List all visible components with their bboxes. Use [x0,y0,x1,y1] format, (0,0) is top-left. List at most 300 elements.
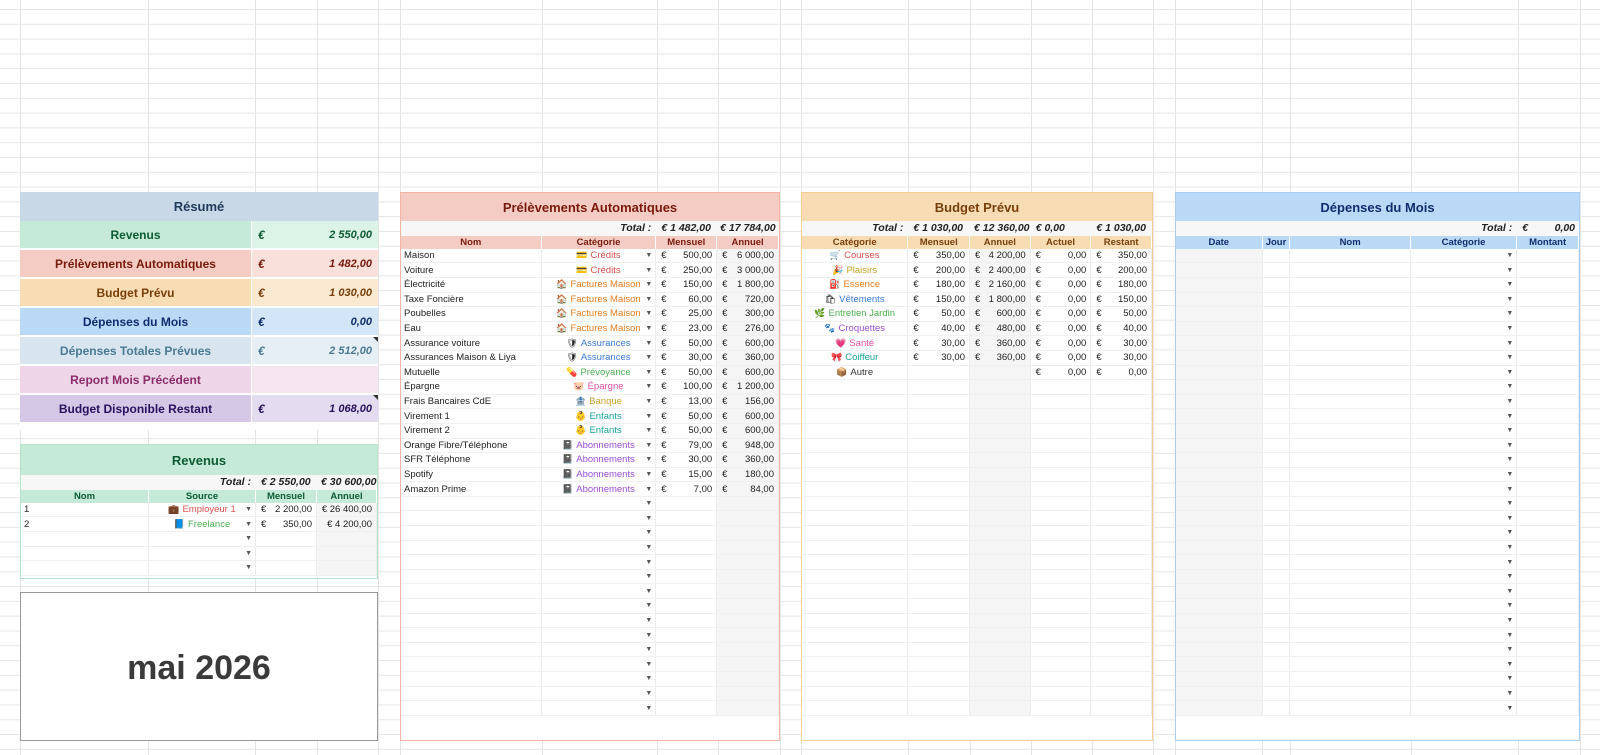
budget-annuel-cell[interactable] [970,672,1031,686]
budget-actuel-cell[interactable] [1031,380,1092,394]
depenses-nom-cell[interactable] [1290,628,1410,642]
prelevements-annuel-cell[interactable] [717,249,779,263]
dropdown-arrow-icon[interactable]: ▼ [645,339,653,347]
budget-annuel-cell[interactable] [970,380,1031,394]
budget-categorie-cell[interactable] [802,395,908,409]
budget-restant-cell[interactable] [1091,628,1152,642]
budget-restant-cell[interactable] [1091,687,1152,701]
dropdown-arrow-icon[interactable]: ▼ [1506,456,1514,464]
depenses-categorie-cell[interactable] [1411,672,1517,686]
prelevements-nom-cell[interactable]: Frais Bancaires CdE [401,395,542,409]
revenus-mensuel-cell[interactable] [256,517,317,531]
budget-restant-cell[interactable] [1091,482,1152,496]
revenus-nom-cell[interactable]: 2 [21,517,149,531]
budget-annuel-cell[interactable] [970,249,1031,263]
budget-actuel-cell[interactable] [1031,526,1092,540]
budget-restant-cell[interactable] [1091,293,1152,307]
budget-actuel-cell[interactable] [1031,322,1092,336]
budget-annuel-cell[interactable] [970,555,1031,569]
dropdown-arrow-icon[interactable]: ▼ [645,368,653,376]
prelevements-categorie-cell[interactable] [542,614,657,628]
budget-categorie-cell[interactable] [802,380,908,394]
budget-categorie-cell[interactable] [802,453,908,467]
budget-categorie-cell[interactable] [802,439,908,453]
prelevements-annuel-cell[interactable] [717,526,779,540]
dropdown-arrow-icon[interactable]: ▼ [1506,704,1514,712]
budget-categorie-cell[interactable] [802,293,908,307]
prelevements-categorie-cell[interactable] [542,468,657,482]
budget-restant-cell[interactable] [1091,336,1152,350]
budget-actuel-cell[interactable] [1031,541,1092,555]
prelevements-mensuel-cell[interactable] [656,657,717,671]
budget-annuel-cell[interactable] [970,351,1031,365]
budget-annuel-cell[interactable] [970,409,1031,423]
depenses-montant-cell[interactable] [1517,263,1579,277]
prelevements-nom-cell[interactable]: Électricité [401,278,542,292]
depenses-categorie-cell[interactable] [1411,482,1517,496]
budget-annuel-cell[interactable] [970,307,1031,321]
dropdown-arrow-icon[interactable]: ▼ [645,587,653,595]
prelevements-categorie-cell[interactable] [542,555,657,569]
depenses-date-cell[interactable] [1176,263,1263,277]
depenses-categorie-cell[interactable] [1411,584,1517,598]
prelevements-categorie-cell[interactable] [542,511,657,525]
prelevements-mensuel-cell[interactable] [656,701,717,715]
budget-mensuel-cell[interactable] [908,657,970,671]
budget-restant-cell[interactable] [1091,555,1152,569]
depenses-date-cell[interactable] [1176,366,1263,380]
prelevements-annuel-cell[interactable] [717,336,779,350]
depenses-nom-cell[interactable] [1290,409,1410,423]
budget-annuel-cell[interactable] [970,424,1031,438]
dropdown-arrow-icon[interactable]: ▼ [1506,529,1514,537]
budget-categorie-cell[interactable] [802,366,908,380]
prelevements-categorie-cell[interactable] [542,366,657,380]
depenses-nom-cell[interactable] [1290,614,1410,628]
prelevements-nom-cell[interactable]: Mutuelle [401,366,542,380]
depenses-date-cell[interactable] [1176,278,1263,292]
budget-actuel-cell[interactable] [1031,643,1092,657]
prelevements-annuel-cell[interactable] [717,584,779,598]
budget-restant-cell[interactable] [1091,322,1152,336]
depenses-montant-cell[interactable] [1517,701,1579,715]
prelevements-annuel-cell[interactable] [717,293,779,307]
dropdown-arrow-icon[interactable]: ▼ [645,383,653,391]
budget-restant-cell[interactable] [1091,511,1152,525]
prelevements-nom-cell[interactable] [401,599,542,613]
budget-annuel-cell[interactable] [970,322,1031,336]
depenses-date-cell[interactable] [1176,336,1263,350]
depenses-date-cell[interactable] [1176,511,1263,525]
prelevements-mensuel-cell[interactable] [656,672,717,686]
prelevements-annuel-cell[interactable] [717,657,779,671]
prelevements-nom-cell[interactable]: Épargne [401,380,542,394]
dropdown-arrow-icon[interactable]: ▼ [1506,689,1514,697]
budget-restant-cell[interactable] [1091,672,1152,686]
dropdown-arrow-icon[interactable]: ▼ [645,558,653,566]
revenus-nom-cell[interactable] [21,561,149,575]
depenses-date-cell[interactable] [1176,424,1263,438]
depenses-nom-cell[interactable] [1290,307,1410,321]
prelevements-categorie-cell[interactable] [542,482,657,496]
budget-actuel-cell[interactable] [1031,424,1092,438]
dropdown-arrow-icon[interactable]: ▼ [1506,339,1514,347]
budget-actuel-cell[interactable] [1031,482,1092,496]
depenses-nom-cell[interactable] [1290,351,1410,365]
dropdown-arrow-icon[interactable]: ▼ [645,325,653,333]
budget-annuel-cell[interactable] [970,482,1031,496]
depenses-categorie-cell[interactable] [1411,555,1517,569]
budget-restant-cell[interactable] [1091,701,1152,715]
prelevements-mensuel-cell[interactable] [656,293,717,307]
budget-categorie-cell[interactable] [802,336,908,350]
budget-mensuel-cell[interactable] [908,453,970,467]
depenses-categorie-cell[interactable] [1411,701,1517,715]
budget-annuel-cell[interactable] [970,497,1031,511]
budget-restant-cell[interactable] [1091,599,1152,613]
depenses-date-cell[interactable] [1176,628,1263,642]
dropdown-arrow-icon[interactable]: ▼ [1506,368,1514,376]
dropdown-arrow-icon[interactable]: ▼ [645,412,653,420]
budget-categorie-cell[interactable] [802,672,908,686]
dropdown-arrow-icon[interactable]: ▼ [645,529,653,537]
depenses-date-cell[interactable] [1176,453,1263,467]
depenses-date-cell[interactable] [1176,482,1263,496]
dropdown-arrow-icon[interactable]: ▼ [1506,325,1514,333]
budget-restant-cell[interactable] [1091,541,1152,555]
depenses-categorie-cell[interactable] [1411,366,1517,380]
revenus-source-cell[interactable] [149,547,256,561]
prelevements-annuel-cell[interactable] [717,307,779,321]
budget-annuel-cell[interactable] [970,468,1031,482]
budget-categorie-cell[interactable] [802,511,908,525]
depenses-montant-cell[interactable] [1517,643,1579,657]
dropdown-arrow-icon[interactable]: ▼ [1506,427,1514,435]
budget-categorie-cell[interactable] [802,526,908,540]
prelevements-annuel-cell[interactable] [717,482,779,496]
dropdown-arrow-icon[interactable]: ▼ [1506,471,1514,478]
depenses-nom-cell[interactable] [1290,511,1410,525]
prelevements-mensuel-cell[interactable] [656,468,717,482]
budget-actuel-cell[interactable] [1031,263,1092,277]
depenses-montant-cell[interactable] [1517,497,1579,511]
dropdown-arrow-icon[interactable]: ▼ [1506,587,1514,595]
depenses-nom-cell[interactable] [1290,701,1410,715]
depenses-nom-cell[interactable] [1290,555,1410,569]
prelevements-mensuel-cell[interactable] [656,584,717,598]
prelevements-nom-cell[interactable]: Virement 1 [401,409,542,423]
depenses-nom-cell[interactable] [1290,687,1410,701]
depenses-date-cell[interactable] [1176,643,1263,657]
budget-actuel-cell[interactable] [1031,628,1092,642]
dropdown-arrow-icon[interactable]: ▼ [645,543,653,551]
depenses-categorie-cell[interactable] [1411,468,1517,482]
budget-mensuel-cell[interactable] [908,409,970,423]
depenses-date-cell[interactable] [1176,687,1263,701]
depenses-categorie-cell[interactable] [1411,351,1517,365]
depenses-montant-cell[interactable] [1517,278,1579,292]
budget-annuel-cell[interactable] [970,701,1031,715]
prelevements-categorie-cell[interactable] [542,526,657,540]
revenus-mensuel-cell[interactable] [256,503,317,517]
budget-actuel-cell[interactable] [1031,672,1092,686]
prelevements-nom-cell[interactable] [401,657,542,671]
dropdown-arrow-icon[interactable]: ▼ [645,266,653,274]
depenses-montant-cell[interactable] [1517,307,1579,321]
dropdown-arrow-icon[interactable]: ▼ [1506,441,1514,449]
depenses-categorie-cell[interactable] [1411,453,1517,467]
budget-mensuel-cell[interactable] [908,322,970,336]
prelevements-mensuel-cell[interactable] [656,687,717,701]
prelevements-categorie-cell[interactable] [542,263,657,277]
depenses-nom-cell[interactable] [1290,278,1410,292]
prelevements-mensuel-cell[interactable] [656,439,717,453]
depenses-date-cell[interactable] [1176,351,1263,365]
revenus-nom-cell[interactable] [21,532,149,546]
budget-annuel-cell[interactable] [970,584,1031,598]
dropdown-arrow-icon[interactable]: ▼ [1506,675,1514,683]
prelevements-mensuel-cell[interactable] [656,380,717,394]
dropdown-arrow-icon[interactable]: ▼ [245,549,252,557]
depenses-date-cell[interactable] [1176,614,1263,628]
budget-mensuel-cell[interactable] [908,672,970,686]
dropdown-arrow-icon[interactable]: ▼ [1506,485,1514,493]
budget-annuel-cell[interactable] [970,278,1031,292]
depenses-date-cell[interactable] [1176,307,1263,321]
prelevements-categorie-cell[interactable] [542,336,657,350]
depenses-nom-cell[interactable] [1290,322,1410,336]
budget-categorie-cell[interactable] [802,701,908,715]
depenses-nom-cell[interactable] [1290,453,1410,467]
budget-mensuel-cell[interactable] [908,380,970,394]
dropdown-arrow-icon[interactable]: ▼ [1506,543,1514,551]
depenses-nom-cell[interactable] [1290,366,1410,380]
budget-mensuel-cell[interactable] [908,584,970,598]
depenses-date-cell[interactable] [1176,541,1263,555]
prelevements-nom-cell[interactable]: Taxe Foncière [401,293,542,307]
dropdown-arrow-icon[interactable]: ▼ [245,506,252,514]
budget-categorie-cell[interactable] [802,409,908,423]
dropdown-arrow-icon[interactable]: ▼ [1506,310,1514,318]
prelevements-annuel-cell[interactable] [717,351,779,365]
prelevements-mensuel-cell[interactable] [656,555,717,569]
dropdown-arrow-icon[interactable]: ▼ [1506,660,1514,668]
budget-categorie-cell[interactable] [802,424,908,438]
depenses-montant-cell[interactable] [1517,468,1579,482]
depenses-montant-cell[interactable] [1517,511,1579,525]
prelevements-nom-cell[interactable] [401,541,542,555]
revenus-mensuel-cell[interactable] [256,547,317,561]
budget-annuel-cell[interactable] [970,395,1031,409]
prelevements-mensuel-cell[interactable] [656,336,717,350]
depenses-montant-cell[interactable] [1517,439,1579,453]
prelevements-annuel-cell[interactable] [717,541,779,555]
depenses-montant-cell[interactable] [1517,322,1579,336]
dropdown-arrow-icon[interactable]: ▼ [645,514,653,522]
dropdown-arrow-icon[interactable]: ▼ [645,441,653,449]
prelevements-annuel-cell[interactable] [717,511,779,525]
dropdown-arrow-icon[interactable]: ▼ [645,281,653,289]
budget-mensuel-cell[interactable] [908,614,970,628]
prelevements-categorie-cell[interactable] [542,657,657,671]
depenses-montant-cell[interactable] [1517,628,1579,642]
prelevements-nom-cell[interactable] [401,672,542,686]
budget-mensuel-cell[interactable] [908,526,970,540]
budget-restant-cell[interactable] [1091,366,1152,380]
depenses-nom-cell[interactable] [1290,584,1410,598]
budget-actuel-cell[interactable] [1031,409,1092,423]
revenus-source-cell[interactable] [149,517,256,531]
depenses-date-cell[interactable] [1176,555,1263,569]
depenses-nom-cell[interactable] [1290,439,1410,453]
dropdown-arrow-icon[interactable]: ▼ [1506,573,1514,581]
budget-mensuel-cell[interactable] [908,482,970,496]
revenus-source-cell[interactable] [149,561,256,575]
budget-categorie-cell[interactable] [802,599,908,613]
prelevements-nom-cell[interactable] [401,555,542,569]
prelevements-annuel-cell[interactable] [717,570,779,584]
dropdown-arrow-icon[interactable]: ▼ [645,646,653,654]
prelevements-nom-cell[interactable] [401,614,542,628]
depenses-date-cell[interactable] [1176,701,1263,715]
depenses-categorie-cell[interactable] [1411,439,1517,453]
prelevements-nom-cell[interactable]: Amazon Prime [401,482,542,496]
depenses-nom-cell[interactable] [1290,599,1410,613]
depenses-montant-cell[interactable] [1517,293,1579,307]
budget-actuel-cell[interactable] [1031,511,1092,525]
budget-restant-cell[interactable] [1091,351,1152,365]
budget-restant-cell[interactable] [1091,439,1152,453]
depenses-nom-cell[interactable] [1290,380,1410,394]
prelevements-categorie-cell[interactable] [542,293,657,307]
prelevements-mensuel-cell[interactable] [656,541,717,555]
dropdown-arrow-icon[interactable]: ▼ [1506,514,1514,522]
depenses-montant-cell[interactable] [1517,657,1579,671]
budget-actuel-cell[interactable] [1031,351,1092,365]
budget-actuel-cell[interactable] [1031,395,1092,409]
prelevements-nom-cell[interactable] [401,628,542,642]
budget-restant-cell[interactable] [1091,395,1152,409]
prelevements-annuel-cell[interactable] [717,687,779,701]
budget-categorie-cell[interactable] [802,687,908,701]
budget-restant-cell[interactable] [1091,249,1152,263]
budget-actuel-cell[interactable] [1031,599,1092,613]
budget-annuel-cell[interactable] [970,526,1031,540]
prelevements-nom-cell[interactable]: Assurance voiture [401,336,542,350]
prelevements-nom-cell[interactable] [401,570,542,584]
dropdown-arrow-icon[interactable]: ▼ [1506,602,1514,610]
revenus-mensuel-cell[interactable] [256,561,317,575]
prelevements-mensuel-cell[interactable] [656,599,717,613]
depenses-date-cell[interactable] [1176,657,1263,671]
budget-actuel-cell[interactable] [1031,293,1092,307]
depenses-categorie-cell[interactable] [1411,643,1517,657]
budget-annuel-cell[interactable] [970,570,1031,584]
dropdown-arrow-icon[interactable]: ▼ [245,564,252,572]
budget-actuel-cell[interactable] [1031,657,1092,671]
depenses-date-cell[interactable] [1176,293,1263,307]
revenus-mensuel-cell[interactable] [256,532,317,546]
depenses-montant-cell[interactable] [1517,424,1579,438]
depenses-categorie-cell[interactable] [1411,307,1517,321]
prelevements-annuel-cell[interactable] [717,409,779,423]
prelevements-annuel-cell[interactable] [717,366,779,380]
budget-categorie-cell[interactable] [802,497,908,511]
budget-annuel-cell[interactable] [970,366,1031,380]
dropdown-arrow-icon[interactable]: ▼ [1506,252,1514,260]
budget-actuel-cell[interactable] [1031,687,1092,701]
depenses-date-cell[interactable] [1176,672,1263,686]
revenus-source-cell[interactable] [149,503,256,517]
prelevements-categorie-cell[interactable] [542,643,657,657]
depenses-categorie-cell[interactable] [1411,380,1517,394]
depenses-categorie-cell[interactable] [1411,293,1517,307]
prelevements-nom-cell[interactable] [401,511,542,525]
budget-categorie-cell[interactable] [802,555,908,569]
dropdown-arrow-icon[interactable]: ▼ [645,675,653,683]
prelevements-mensuel-cell[interactable] [656,526,717,540]
prelevements-nom-cell[interactable]: Eau [401,322,542,336]
dropdown-arrow-icon[interactable]: ▼ [645,471,653,478]
prelevements-mensuel-cell[interactable] [656,366,717,380]
prelevements-categorie-cell[interactable] [542,380,657,394]
depenses-nom-cell[interactable] [1290,643,1410,657]
depenses-montant-cell[interactable] [1517,555,1579,569]
budget-categorie-cell[interactable] [802,628,908,642]
budget-mensuel-cell[interactable] [908,701,970,715]
depenses-categorie-cell[interactable] [1411,614,1517,628]
budget-restant-cell[interactable] [1091,380,1152,394]
dropdown-arrow-icon[interactable]: ▼ [645,631,653,639]
prelevements-annuel-cell[interactable] [717,424,779,438]
prelevements-categorie-cell[interactable] [542,672,657,686]
budget-actuel-cell[interactable] [1031,614,1092,628]
budget-annuel-cell[interactable] [970,643,1031,657]
prelevements-nom-cell[interactable]: SFR Téléphone [401,453,542,467]
depenses-montant-cell[interactable] [1517,409,1579,423]
depenses-montant-cell[interactable] [1517,672,1579,686]
depenses-categorie-cell[interactable] [1411,278,1517,292]
budget-actuel-cell[interactable] [1031,336,1092,350]
budget-actuel-cell[interactable] [1031,453,1092,467]
budget-categorie-cell[interactable] [802,643,908,657]
budget-categorie-cell[interactable] [802,584,908,598]
prelevements-categorie-cell[interactable] [542,424,657,438]
budget-restant-cell[interactable] [1091,497,1152,511]
budget-categorie-cell[interactable] [802,657,908,671]
budget-mensuel-cell[interactable] [908,511,970,525]
prelevements-annuel-cell[interactable] [717,395,779,409]
depenses-categorie-cell[interactable] [1411,322,1517,336]
depenses-date-cell[interactable] [1176,395,1263,409]
depenses-categorie-cell[interactable] [1411,263,1517,277]
depenses-date-cell[interactable] [1176,439,1263,453]
budget-annuel-cell[interactable] [970,263,1031,277]
budget-restant-cell[interactable] [1091,263,1152,277]
budget-actuel-cell[interactable] [1031,439,1092,453]
budget-mensuel-cell[interactable] [908,643,970,657]
budget-categorie-cell[interactable] [802,278,908,292]
budget-categorie-cell[interactable] [802,351,908,365]
prelevements-mensuel-cell[interactable] [656,497,717,511]
budget-actuel-cell[interactable] [1031,570,1092,584]
prelevements-annuel-cell[interactable] [717,497,779,511]
prelevements-nom-cell[interactable]: Poubelles [401,307,542,321]
budget-annuel-cell[interactable] [970,439,1031,453]
budget-categorie-cell[interactable] [802,482,908,496]
budget-mensuel-cell[interactable] [908,351,970,365]
budget-restant-cell[interactable] [1091,468,1152,482]
